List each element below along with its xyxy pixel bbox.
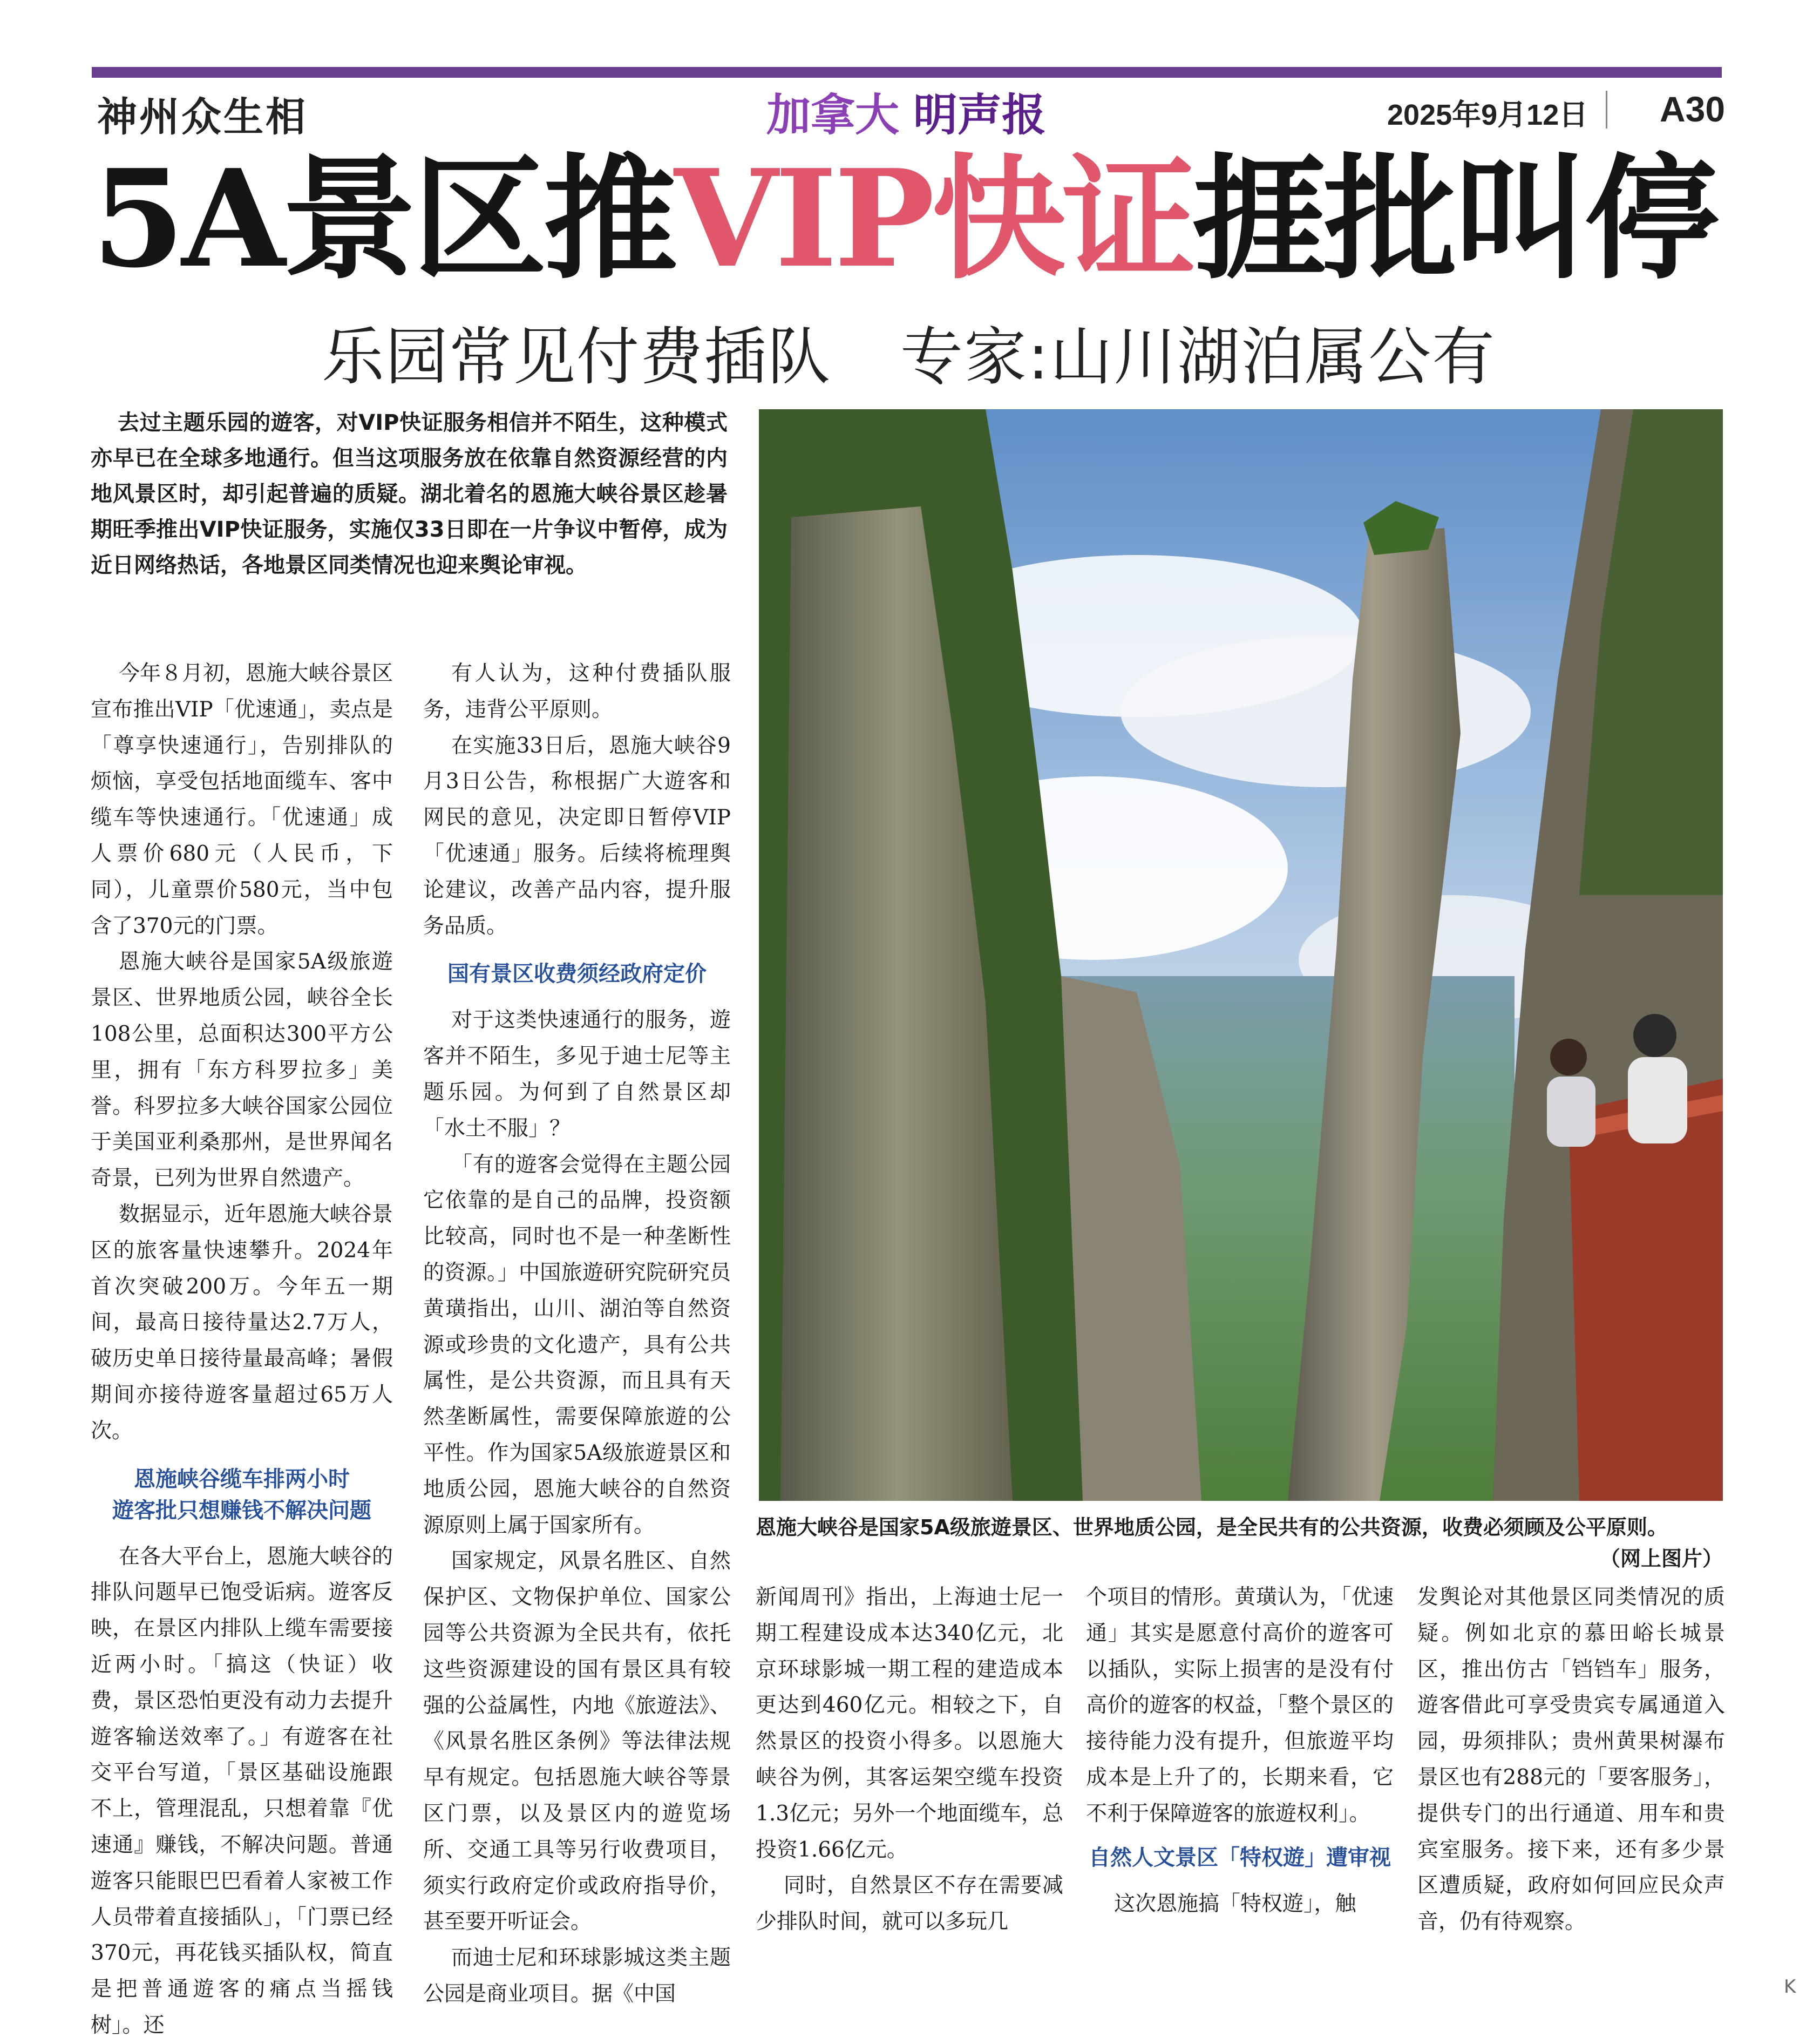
headline xyxy=(92,140,1722,297)
headline-highlight: VIP快证 xyxy=(674,140,1193,297)
article-column-2 xyxy=(423,656,731,2013)
photo-credit: （网上图片） xyxy=(1599,1547,1723,1571)
photo-caption: 恩施大峡谷是国家5A级旅遊景区、世界地质公园，是全民共有的公共资源，收费必须顾及公平原则。 xyxy=(756,1515,1668,1539)
lead-paragraph: 去过主题乐园的遊客，对VIP快证服务相信并不陌生，这种模式亦早已在全球多地通行。但当这项服务放在依靠自然资源经营的内地风景区时，却引起普遍的质疑。湖北着名的恩施大峡谷景区趁暑期旺季推出VIP快证服务，实施仅33日即在一片争议中暂停，成为近日网络热话，各地景区同类情况也迎来舆论审视。 xyxy=(91,410,728,578)
canyon-photo-illustration xyxy=(759,409,1723,1501)
issue-date: 2025年9月12日 xyxy=(1387,99,1588,131)
paragraph: 新闻周刊》指出，上海迪士尼一期工程建设成本达340亿元，北京环球影城一期工程的建造成本更达到460亿元。相较之下，自然景区的投资小得多。以恩施大峡谷为例，其客运架空缆车投资1.3亿元；另外一个地面缆车，总投资1.66亿元。 xyxy=(756,1585,1063,1862)
paragraph: 在实施33日后，恩施大峡谷9月3日公告，称根据广大遊客和网民的意见，决定即日暂停VIP「优速通」服务。后续将梳理舆论建议，改善产品内容，提升服务品质。 xyxy=(423,733,731,938)
paragraph: 「有的遊客会觉得在主题公园它依靠的是自己的品牌，投资额比较高，同时也不是一种垄断性的资源。」中国旅遊研究院研究员黄璜指出，山川、湖泊等自然资源或珍贵的文化遗产，具有公共属性，是公共资源，而且具有天然垄断属性，需要保障旅遊的公平性。作为国家5A级旅遊景区和地质公园，恩施大峡谷的自然资源原则上属于国家所有。 xyxy=(423,1152,731,1538)
header-divider xyxy=(1606,91,1607,128)
top-rule xyxy=(92,67,1722,78)
paragraph: 这次恩施搞「特权遊」，触 xyxy=(1114,1891,1356,1916)
subheading-line: 恩施峡谷缆车排两小时 xyxy=(134,1466,350,1492)
section-subheading xyxy=(91,1464,393,1526)
section-subheading: 国有景区收费须经政府定价 xyxy=(447,962,707,987)
subhead-left: 乐园常见付费插队 xyxy=(322,321,831,394)
canyon-photo xyxy=(759,409,1723,1501)
article-column-4 xyxy=(1086,1580,1394,1922)
masthead-country: 加拿大 xyxy=(766,90,900,141)
masthead xyxy=(766,80,1046,143)
article-column-3 xyxy=(756,1580,1063,1940)
article-column-1 xyxy=(91,656,393,2044)
paragraph: 国家规定，风景名胜区、自然保护区、文物保护单位、国家公园等公共资源为全民共有，依托这些资源建设的国有景区具有较强的公益属性，内地《旅遊法》、《风景名胜区条例》等法律法规早有规定。包括恩施大峡谷等景区门票，以及景区内的遊览场所、交通工具等另行收费项目，须实行政府定价或政府指导价，甚至要开听证会。 xyxy=(423,1549,731,1934)
headline-part2: 捱批叫停 xyxy=(1192,140,1715,297)
paragraph: 数据显示，近年恩施大峡谷景区的旅客量快速攀升。2024年首次突破200万。今年五一期间，最高日接待量达2.7万人，破历史单日接待量最高峰；暑假期间亦接待遊客量超过65万人次。 xyxy=(91,1202,393,1443)
paragraph: 而迪士尼和环球影城这类主题公园是商业项目。据《中国 xyxy=(423,1946,731,2006)
paragraph: 恩施大峡谷是国家5A级旅遊景区、世界地质公园，峡谷全长108公里，总面积达300平方公里，拥有「东方科罗拉多」美誉。科罗拉多大峡谷国家公园位于美国亚利桑那州，是世界闻名奇景，已列为世界自然遗产。 xyxy=(91,950,393,1191)
paragraph: 有人认为，这种付费插队服务，违背公平原则。 xyxy=(423,661,731,722)
paragraph: 对于这类快速通行的服务，遊客并不陌生，多见于迪士尼等主题乐园。为何到了自然景区却「水土不服」？ xyxy=(423,1008,731,1141)
subhead-right: 专家:山川湖泊属公有 xyxy=(900,321,1496,394)
paragraph: 发舆论对其他景区同类情况的质疑。例如北京的慕田峪长城景区，推出仿古「铛铛车」服务，遊客借此可享受贵宾专属通道入园，毋须排队；贵州黄果树瀑布景区也有288元的「要客服务」，提供专门的出行通道、用车和贵宾室服务。接下来，还有多少景区遭质疑，政府如何回应民众声音，仍有待观察。 xyxy=(1417,1585,1725,1934)
page-number: A30 xyxy=(1660,89,1726,129)
subheading-line: 遊客批只想赚钱不解决问题 xyxy=(112,1498,371,1523)
paragraph: 在各大平台上，恩施大峡谷的排队问题早已饱受诟病。遊客反映，在景区内排队上缆车需要接近两小时。「搞这（快证）收费，景区恐怕更没有动力去提升遊客输送效率了。」有遊客在社交平台写道，「景区基础设施跟不上，管理混乱，只想着靠『优速通』赚钱，不解决问题。普通遊客只能眼巴巴看着人家被工作人员带着直接插队」，「门票已经370元，再花钱买插队权，简直是把普通遊客的痛点当摇钱树」。还 xyxy=(91,1544,393,2038)
section-title: 神州众生相 xyxy=(97,94,308,140)
paragraph: 同时，自然景区不存在需要减少排队时间，就可以多玩几 xyxy=(756,1873,1063,1934)
paragraph: 今年８月初，恩施大峡谷景区宣布推出VIP「优速通」，卖点是「尊享快速通行」，告别排队的烦恼，享受包括地面缆车、客中缆车等快速通行。「优速通」成人票价680元（人民币，下同），儿童票价580元，当中包含了370元的门票。 xyxy=(91,661,393,938)
article-column-5 xyxy=(1417,1580,1725,1940)
subheadline xyxy=(322,307,1496,397)
corner-mark: K xyxy=(1784,1976,1796,1998)
section-subheading: 自然人文景区「特权遊」遭审视 xyxy=(1089,1845,1391,1870)
masthead-paper-name: 明声报 xyxy=(913,90,1047,141)
headline-part1: 5A景区推 xyxy=(92,140,674,297)
paragraph: 个项目的情形。黄璜认为，「优速通」其实是愿意付高价的遊客可以插队，实际上损害的是没有付高价的遊客的权益，「整个景区的接待能力没有提升，但旅遊平均成本是上升了的，长期来看，它不利于保障遊客的旅遊权利」。 xyxy=(1086,1585,1394,1826)
